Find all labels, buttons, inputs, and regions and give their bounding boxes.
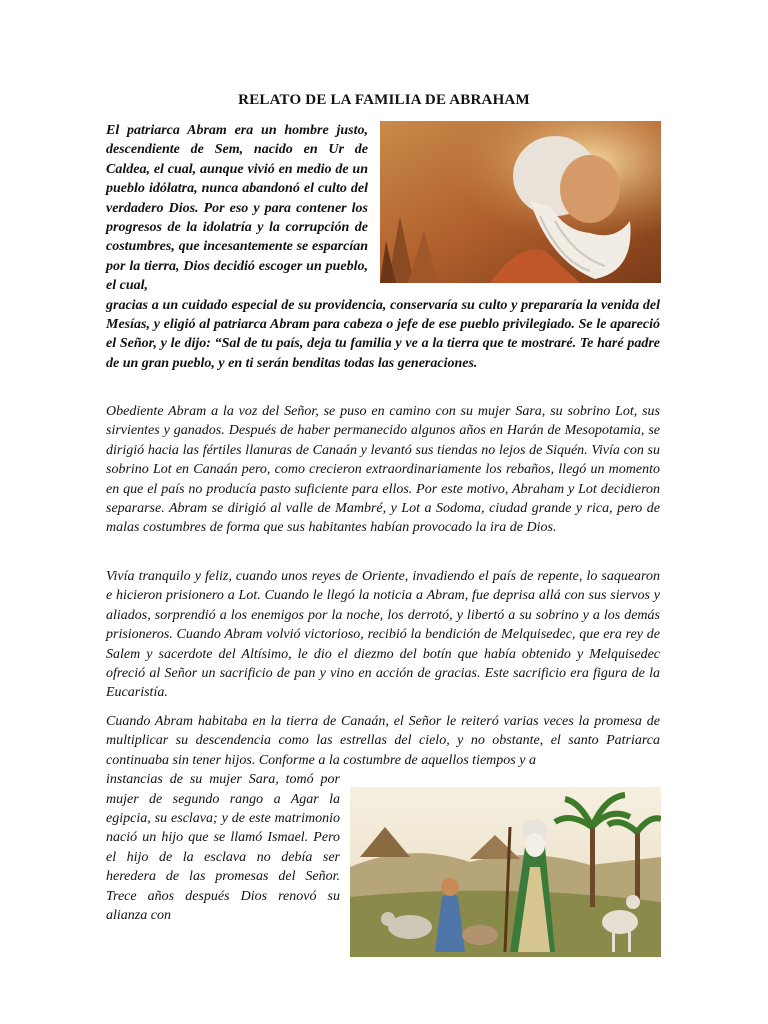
- paragraph-agar-wrapped: instancias de su mujer Sara, tomó por mujer de segundo rango a Agar la egipcia, su esclava; y de este matrimonio nació un hijo que se llamó Ismael. Pero el hijo de la esclava no debía ser heredera de las promesas del Señor. Trece años después Dios renovó su alianza con: [106, 772, 340, 924]
- paragraph-intro-wrapped: El patriarca Abram era un hombre justo, descendiente de Sem, nacido en Ur de Caldea, el cual, aunque vivió en medio de un pueblo idólatra, nunca abandonó el culto del verdadero Dios. Por eso y para contener los progresos de la idolatría y la corrupción de costumbres, que incesantemente se esparcían por la tierra, Dios decidió escoger un pueblo, el cual,: [106, 123, 368, 294]
- paragraph-melquisedec: Vivía tranquilo y feliz, cuando unos reyes de Oriente, invadiendo el país de repente, lo saquearon e hicieron prisionero a Lot. Cuando le llegó la noticia a Abram, fue deprisa allá con sus siervos y aliados, sorprendió a los enemigos por la noche, los derrotó, y libertó a su sobrino y a los demás prisioneros. Cuando Abram volvió victorioso, recibió la bendición de Melquisedec, que era rey de Salem y sacerdote del Altísimo, le dio el diezmo del botín que había obtenido y Melquisedec ofreció al Señor un sacrificio de pan y vino en acción de gracias. Este sacrificio era figura de la Eucaristía.: [106, 569, 660, 701]
- paragraph-intro: [106, 121, 660, 373]
- abraham-flock-image: [350, 787, 661, 957]
- paragraph-journey: Obediente Abram a la voz del Señor, se puso en camino con su mujer Sara, su sobrino Lot, sus sirvientes y ganados. Después de haber permanecido algunos años en Harán de Mesopotamia, se dirigió hacia las fértiles llanuras de Canaán y levantó sus tiendas no lejos de Siquén. Vivía con su sobrino Lot en Canaán pero, como crecieron extraordinariamente los rebaños, llegó un momento en que el país no producía pasto suficiente para ellos. Por este motivo, Abraham y Lot decidieron separarse. Abram se dirigió al valle de Mambré, y Lot a Sodoma, ciudad grande y rica, pero de malas costumbres de forma que sus habitantes habían provocado la ira de Dios.: [106, 404, 660, 536]
- page-title: RELATO DE LA FAMILIA DE ABRAHAM: [238, 92, 530, 108]
- paragraph-agar-full: Cuando Abram habitaba en la tierra de Canaán, el Señor le reiteró varias veces la promesa de multiplicar su descendencia como las estrellas del cielo, y no obstante, el santo Patriarca continuaba sin tener hijos. Conforme a la costumbre de aquellos tiempos y a: [106, 714, 660, 768]
- paragraph-intro-continued: gracias a un cuidado especial de su providencia, conservaría su culto y prepararía la venida del Mesías, y eligió al patriarca Abram para cabeza o jefe de ese pueblo privilegiado. Se le apareció el Señor, y le dijo: “Sal de tu país, deja tu familia y ve a la tierra que te mostraré. Te haré padre de un gran pueblo, y en ti serán benditas todas las generaciones.: [106, 297, 660, 371]
